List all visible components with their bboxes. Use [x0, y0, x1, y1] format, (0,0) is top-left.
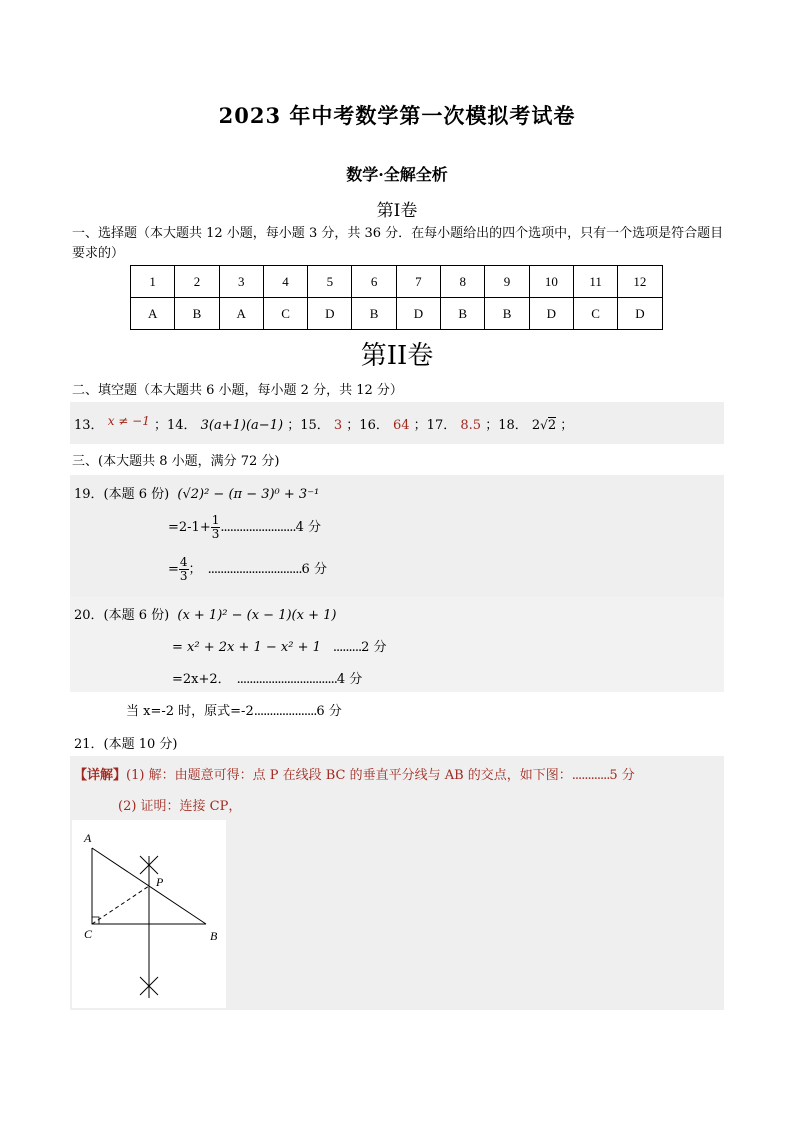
q17-label: ；17．: [413, 418, 457, 433]
q19-step-1-fraction: $\frac{1}{3}$: [211, 513, 220, 541]
answer-table-numbers-row: [131, 266, 663, 298]
answer-table-answers-row: [131, 298, 663, 330]
q20-label: 20．(本题 6 份): [74, 608, 170, 623]
q21-label: 21．(本题 10 分): [74, 737, 178, 752]
q21-part-1-score: 5 分: [609, 768, 635, 783]
q17-answer: 8.5: [460, 418, 482, 433]
q19-step-2-fraction: $\frac{4}{3}$: [179, 555, 188, 583]
question-number-cell: 1: [131, 266, 175, 298]
question-number-cell: 7: [396, 266, 440, 298]
answer-cell: B: [485, 298, 529, 330]
q20-expression: (x + 1)² − (x − 1)(x + 1): [177, 608, 337, 623]
q18-label: ；18．: [485, 418, 528, 433]
question-number-cell: 11: [573, 266, 617, 298]
answer-cell: D: [396, 298, 440, 330]
detail-tag: 【详解】: [74, 768, 127, 783]
q21-part-1-dots: ............: [571, 768, 610, 783]
answer-cell: C: [573, 298, 617, 330]
q15-label: ；15．: [287, 418, 330, 433]
question-number-cell: 8: [441, 266, 485, 298]
q19-step-1-dots: ........................: [220, 520, 296, 535]
section-3-heading: 三、(本大题共 8 小题，满分 72 分): [72, 454, 280, 469]
answer-cell: B: [352, 298, 396, 330]
label-c: C: [84, 927, 93, 941]
question-number-cell: 5: [308, 266, 352, 298]
q20-step-3-dots: ....................: [253, 704, 317, 719]
geometry-figure: [72, 820, 226, 1008]
q20-line: [74, 604, 336, 623]
q19-step-2-sep: ；: [188, 562, 202, 577]
q19-step-2-text: =: [168, 562, 179, 577]
q20-step-1: [172, 636, 387, 655]
answer-table: [130, 265, 663, 330]
q20-step-1-dots: .........: [332, 640, 362, 655]
label-a: A: [84, 831, 92, 845]
q19-line: [74, 483, 319, 502]
q19-step-1-score: 4 分: [295, 520, 321, 535]
question-number-cell: 3: [219, 266, 263, 298]
q16-label: ；16．: [346, 418, 389, 433]
question-number-cell: 4: [263, 266, 307, 298]
q21-part-2: (2) 证明：连接 CP，: [118, 799, 242, 814]
answer-cell: C: [263, 298, 307, 330]
answer-cell: A: [219, 298, 263, 330]
answer-cell: A: [131, 298, 175, 330]
page-subtitle: 数学·全解全析: [346, 165, 448, 184]
q14-answer: 3(a+1)(a−1): [200, 418, 284, 433]
label-p: P: [156, 875, 164, 889]
label-b: B: [210, 929, 218, 943]
q15-answer: 3: [333, 418, 343, 433]
q19-step-2-dots: ..............................: [207, 562, 302, 577]
q20-step-2-dots: ................................: [236, 672, 337, 687]
q19-step-2-score: 6 分: [301, 562, 327, 577]
q20-step-1-text: = x² + 2x + 1 − x² + 1: [172, 640, 321, 655]
fill-answers-line: [74, 414, 573, 433]
question-number-cell: 12: [618, 266, 662, 298]
q20-step-3: [126, 700, 342, 719]
answer-cell: B: [441, 298, 485, 330]
answer-cell: D: [308, 298, 352, 330]
q20-step-3-text: 当 x=-2 时，原式=-2: [126, 704, 254, 719]
q19-step-1: [168, 514, 321, 541]
volume-1-heading: 第Ⅰ卷: [376, 201, 418, 221]
section-2-heading: 二、填空题（本大题共 6 小题，每小题 2 分，共 12 分）: [72, 383, 403, 398]
page-title: 2023 年中考数学第一次模拟考试卷: [218, 103, 576, 128]
q19-step-2: [168, 556, 327, 583]
q13-label: 13．: [74, 418, 104, 433]
q13-answer: x ≠ −1: [107, 414, 150, 428]
q19-label: 19．(本题 6 份): [74, 487, 170, 502]
q14-label: ；14．: [153, 418, 197, 433]
question-number-cell: 6: [352, 266, 396, 298]
answer-cell: D: [618, 298, 662, 330]
section-1-heading: 一、选择题（本大题共 12 小题，每小题 3 分，共 36 分．在每小题给出的四个选项中，只有一个选项是符合题目要求的）: [72, 226, 724, 261]
volume-2-heading: 第II卷: [360, 341, 434, 371]
question-number-cell: 9: [485, 266, 529, 298]
q20-step-2-text: =2x+2．: [172, 672, 231, 687]
q18-answer: 2√2: [531, 418, 557, 433]
question-number-cell: 2: [175, 266, 219, 298]
q19-step-1-text: =2-1+: [168, 520, 211, 535]
q19-expression: (√2)² − (π − 3)⁰ + 3⁻¹: [177, 487, 320, 502]
triangle-diagram: [72, 820, 226, 1008]
question-number-cell: 10: [529, 266, 573, 298]
q21-part-1: [74, 764, 635, 783]
q20-step-2: [172, 668, 362, 687]
q20-step-2-score: 4 分: [336, 672, 363, 687]
q20-step-3-score: 6 分: [316, 704, 342, 719]
q16-answer: 64: [392, 418, 410, 433]
answer-cell: D: [529, 298, 573, 330]
q20-step-1-score: 2 分: [361, 640, 387, 655]
answer-cell: B: [175, 298, 219, 330]
q21-part-1-text: (1) 解：由题意可得：点 P 在线段 BC 的垂直平分线与 AB 的交点，如下图：: [126, 768, 572, 783]
segment-cp: [92, 886, 149, 924]
q18-end: ；: [560, 418, 574, 433]
